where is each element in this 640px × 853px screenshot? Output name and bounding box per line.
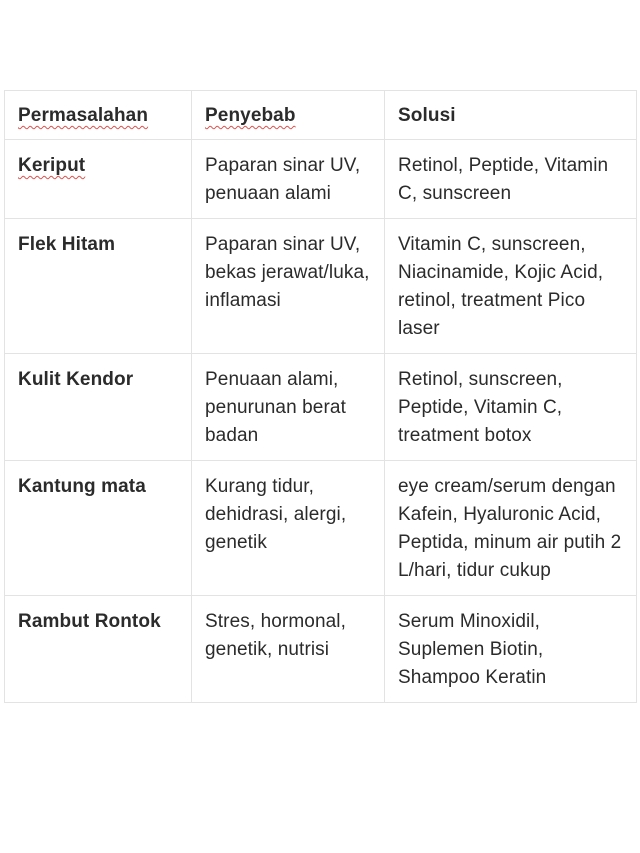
table-row [5,461,637,596]
cause-cell: Kurang tidur, dehidrasi, alergi, genetik [192,461,385,596]
problem-solution-table-container [4,90,636,703]
solution-cell: Retinol, sunscreen, Peptide, Vitamin C, treatment botox [385,354,637,461]
problem-cell: Kantung mata [5,461,192,596]
cause-cell: Paparan sinar UV, penuaan alami [192,140,385,219]
header-permasalahan: Permasalahan [5,91,192,140]
header-solusi: Solusi [385,91,637,140]
cause-cell: Penuaan alami, penurunan berat badan [192,354,385,461]
solution-cell: Retinol, Peptide, Vitamin C, sunscreen [385,140,637,219]
solution-cell: Vitamin C, sunscreen, Niacinamide, Kojic Acid, retinol, treatment Pico laser [385,219,637,354]
solution-cell: eye cream/serum dengan Kafein, Hyaluronic Acid, Peptida, minum air putih 2 L/hari, tidur cukup [385,461,637,596]
table-row [5,596,637,703]
problem-cell: Kulit Kendor [5,354,192,461]
cause-cell: Paparan sinar UV, bekas jerawat/luka, inflamasi [192,219,385,354]
problem-cell: Rambut Rontok [5,596,192,703]
table-row [5,219,637,354]
problem-cell: Keriput [5,140,192,219]
problem-solution-table [4,90,637,703]
cause-cell: Stres, hormonal, genetik, nutrisi [192,596,385,703]
header-penyebab: Penyebab [192,91,385,140]
table-row [5,140,637,219]
solution-cell: Serum Minoxidil, Suplemen Biotin, Shampoo Keratin [385,596,637,703]
table-row [5,354,637,461]
problem-cell: Flek Hitam [5,219,192,354]
table-header-row [5,91,637,140]
